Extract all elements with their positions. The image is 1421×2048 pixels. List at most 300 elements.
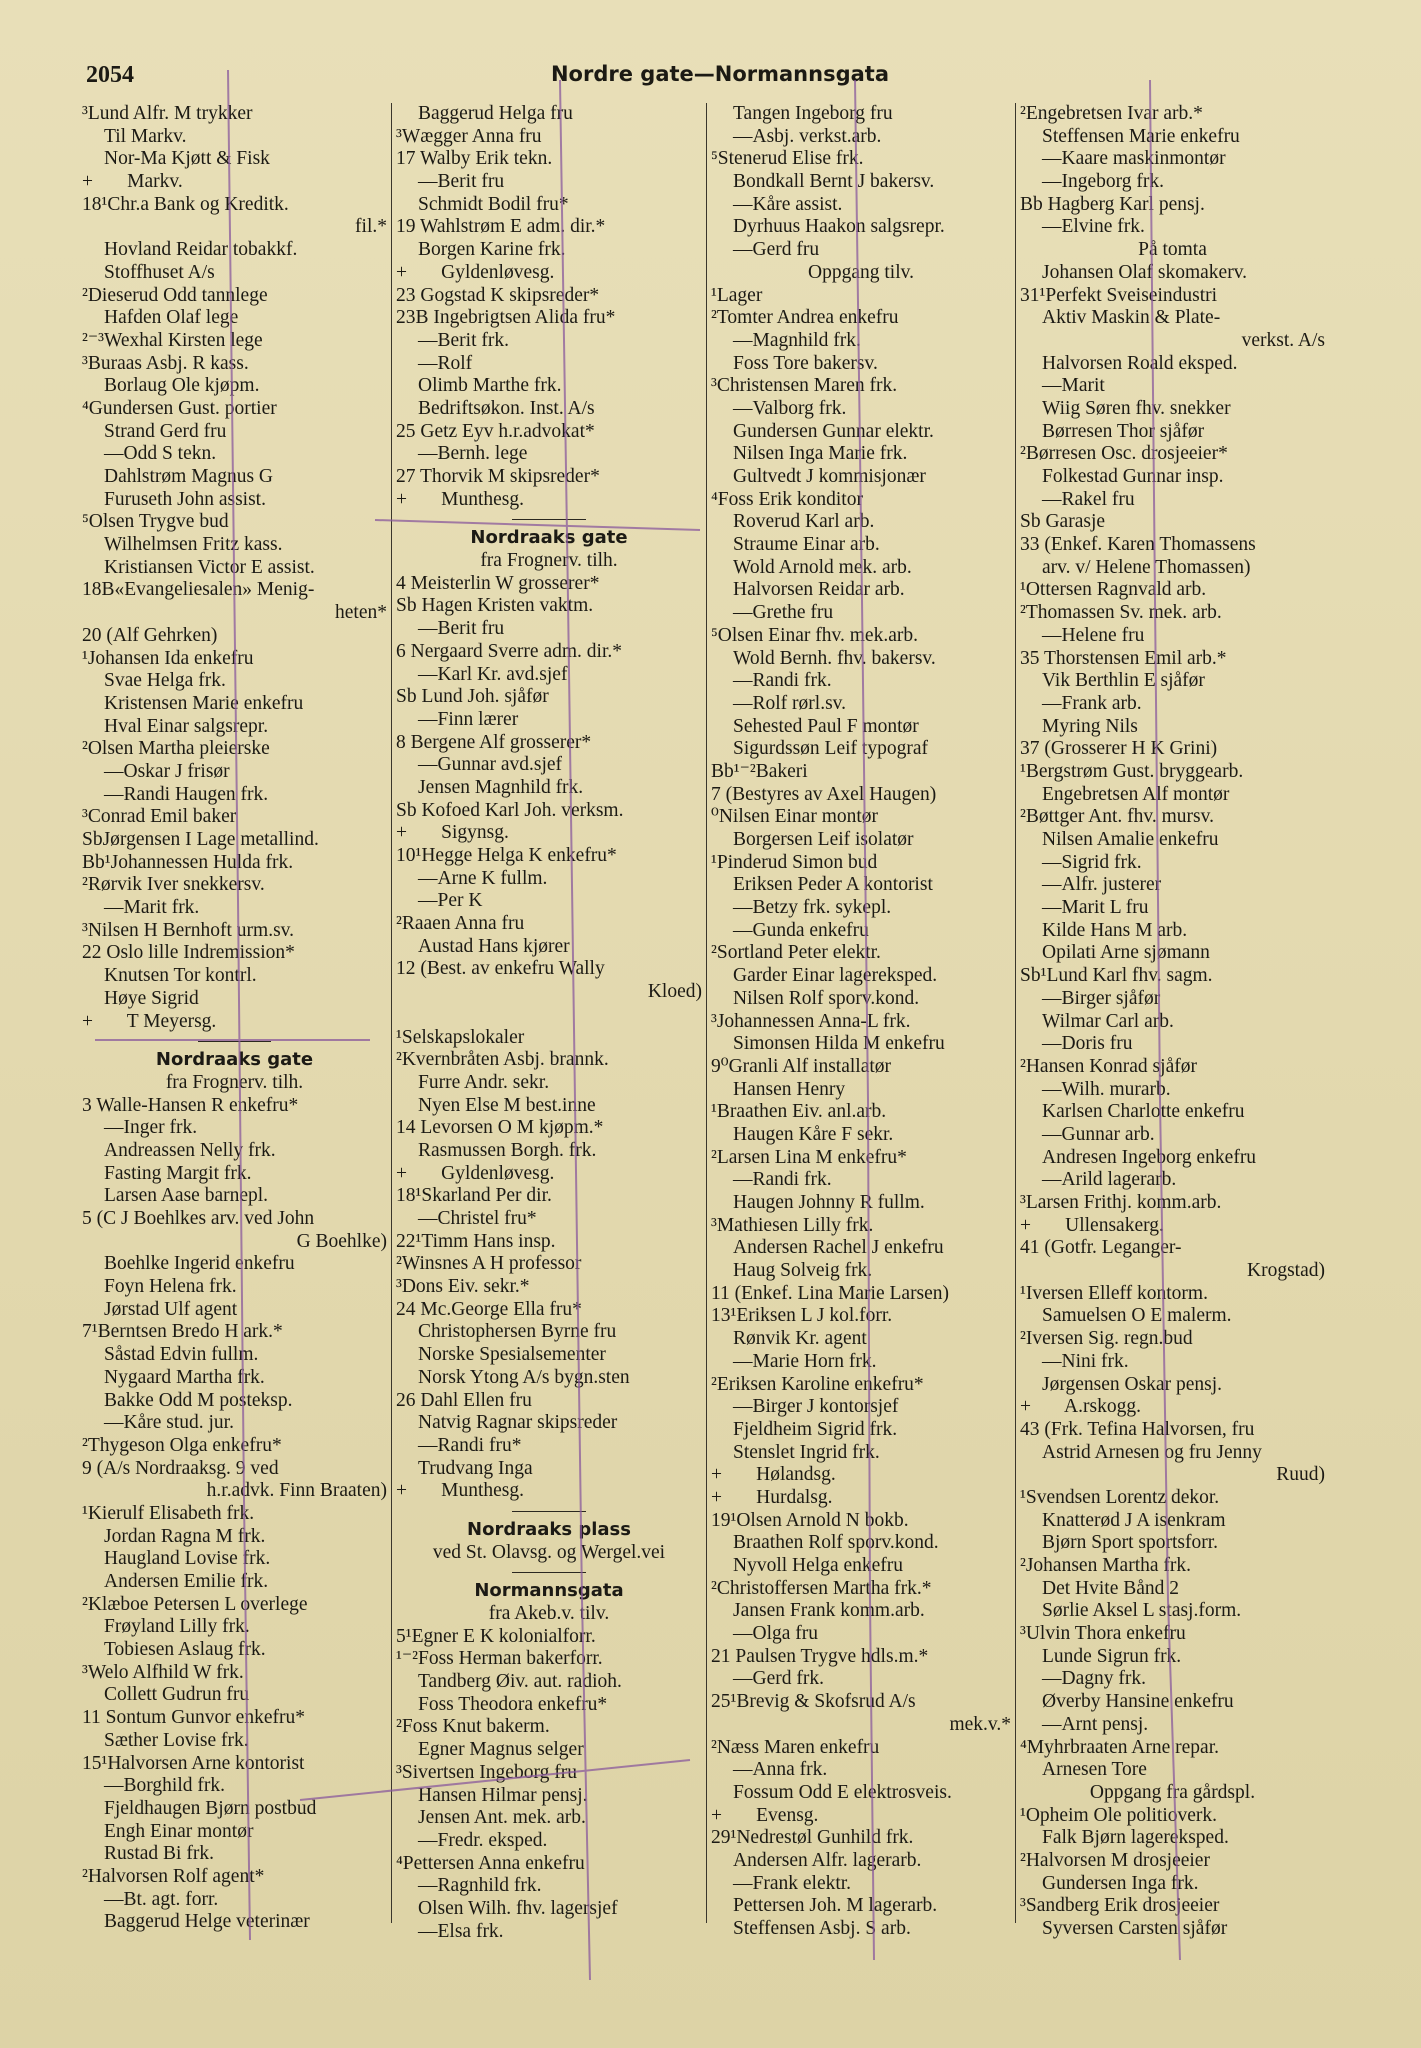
directory-entry: —Grethe fru — [733, 602, 834, 624]
directory-entry: Jordan Ragna M frk. — [104, 1525, 266, 1547]
directory-entry: ³Wægger Anna fru — [396, 125, 542, 147]
directory-entry: —Marit frk. — [104, 897, 200, 919]
directory-entry: —Odd S tekn. — [104, 443, 217, 465]
directory-entry: —Ingeborg frk. — [1042, 171, 1165, 193]
directory-entry: 19¹Olsen Arnold N bokb. — [711, 1509, 909, 1531]
directory-entry: Falk Bjørn lagereksped. — [1042, 1827, 1229, 1849]
directory-entry: Nyvoll Helga enkefru — [733, 1555, 904, 1576]
directory-entry: ¹Lager — [711, 284, 763, 306]
directory-entry: Gundersen Inga frk. — [1042, 1872, 1199, 1894]
directory-entry: Nor-Ma Kjøtt & Fisk — [104, 148, 270, 170]
directory-entry: Natvig Ragnar skipsreder — [418, 1412, 618, 1434]
directory-entry: Jensen Magnhild frk. — [418, 776, 584, 798]
directory-entry: ²Thygeson Olga enkefru* — [82, 1434, 282, 1456]
directory-entry: —Marit — [1042, 375, 1105, 397]
section-divider — [396, 511, 702, 527]
directory-entry: ³Larsen Frithj. komm.arb. — [1020, 1192, 1222, 1213]
directory-entry: Hovland Reidar tobakkf. — [104, 239, 298, 261]
directory-entry: Wilhelmsen Fritz kass. — [104, 534, 283, 556]
directory-entry: Bedriftsøkon. Inst. A/s — [418, 397, 595, 419]
directory-entry: Sb Garasje — [1020, 511, 1106, 533]
directory-entry: Norske Spesialsementer — [418, 1344, 606, 1366]
directory-entry: —Frank arb. — [1042, 692, 1142, 714]
directory-entry: Vik Berthlin E sjåfør — [1042, 670, 1205, 692]
directory-entry: —Birger sjåfør — [1042, 987, 1161, 1009]
directory-entry — [396, 1004, 702, 1027]
directory-entry: ¹Opheim Ole politioverk. — [1020, 1804, 1218, 1826]
directory-entry: Lunde Sigrun frk. — [1042, 1645, 1182, 1667]
page-title: Nordre gate—Normannsgata — [550, 62, 889, 86]
cross-street: + Gyldenløvesg. — [396, 261, 555, 283]
entry-continuation: Krogstad) — [1247, 1260, 1325, 1282]
directory-entry: —Berit frk. — [418, 329, 509, 351]
directory-entry: ²Næss Maren enkefru — [711, 1736, 880, 1758]
page-number: 2054 — [86, 62, 134, 88]
direction-line: fra Frognerv. tilh. — [480, 550, 618, 572]
directory-entry: ⁴Gundersen Gust. portier — [82, 397, 277, 419]
directory-entry: ²Kvernbråten Asbj. brannk. — [396, 1049, 609, 1071]
directory-entry: Jørstad Ulf agent — [104, 1298, 238, 1320]
directory-entry: ³Mathiesen Lilly frk. — [711, 1214, 874, 1236]
directory-entry: 10¹Hegge Helga K enkefru* — [396, 845, 617, 866]
directory-entry: —Randi frk. — [733, 670, 832, 692]
directory-entry: Haug Solveig frk. — [733, 1260, 873, 1282]
directory-entry: 13¹Eriksen L J kol.forr. — [711, 1305, 893, 1327]
directory-entry: ²Sortland Peter elektr. — [711, 942, 881, 964]
directory-entry: 37 (Grosserer H K Grini) — [1020, 738, 1218, 760]
directory-entry: Borgersen Leif isolatør — [733, 829, 914, 850]
directory-entry: —Rakel fru — [1042, 488, 1135, 510]
directory-entry: 6 Nergaard Sverre adm. dir.* — [396, 640, 622, 662]
directory-entry: Sb Lund Joh. sjåfør — [396, 686, 549, 708]
directory-entry: Karlsen Charlotte enkefru — [1042, 1101, 1245, 1123]
directory-entry: 4 Meisterlin W grosserer* — [396, 572, 600, 594]
cross-street: + Ullensakerg. — [1020, 1214, 1164, 1236]
directory-entry: 8 Bergene Alf grosserer* — [396, 731, 592, 753]
directory-entry: Foss Theodora enkefru* — [418, 1693, 608, 1715]
directory-entry: Fasting Margit frk. — [104, 1162, 252, 1184]
directory-entry: Olimb Marthe frk. — [418, 375, 562, 397]
directory-entry: —Arnt pensj. — [1042, 1713, 1149, 1735]
directory-entry: —Kåre stud. jur. — [104, 1412, 234, 1434]
directory-entry: SbJørgensen I Lage metallind. — [82, 829, 319, 850]
directory-entry: Nyen Else M best.inne — [418, 1094, 596, 1116]
directory-entry: Knatterød J A isenkram — [1042, 1509, 1226, 1531]
directory-entry: —Betzy frk. sykepl. — [733, 897, 892, 919]
directory-entry: ²Klæboe Petersen L overlege — [82, 1593, 308, 1615]
directory-entry: ²Thomassen Sv. mek. arb. — [1020, 602, 1222, 624]
directory-entry: —Gerd fru — [733, 239, 820, 261]
directory-entry: ³Buraas Asbj. R kass. — [82, 352, 249, 374]
directory-entry: ²Foss Knut bakerm. — [396, 1716, 550, 1738]
directory-entry: 9 (A/s Nordraaksg. 9 ved — [82, 1457, 279, 1479]
directory-entry: —Ragnhild frk. — [418, 1875, 542, 1897]
directory-entry: ²Bøttger Ant. fhv. mursv. — [1020, 806, 1214, 828]
directory-entry: ⁴Foss Erik konditor — [711, 488, 863, 510]
column-divider — [391, 103, 392, 1923]
cross-street: + Evensg. — [711, 1804, 819, 1826]
directory-entry: 5 (C J Boehlkes arv. ved John — [82, 1208, 315, 1229]
directory-entry: Nilsen Inga Marie frk. — [733, 443, 908, 465]
directory-entry: Sehested Paul F montør — [733, 715, 919, 737]
directory-entry: 14 Levorsen O M kjøpm.* — [396, 1117, 604, 1139]
directory-entry: 3 Walle-Hansen R enkefru* — [82, 1094, 299, 1116]
directory-entry: —Anna frk. — [733, 1759, 828, 1781]
directory-entry: ²Raaen Anna fru — [396, 913, 525, 935]
directory-entry: —Rolf — [418, 352, 473, 374]
directory-entry: Wiig Søren fhv. snekker — [1042, 397, 1231, 419]
directory-entry: —Birger J kontorsjef — [733, 1396, 899, 1418]
directory-entry: ²Børresen Osc. drosjeeier* — [1020, 443, 1228, 465]
directory-entry: —Bt. agt. forr. — [104, 1888, 219, 1910]
directory-entry: —Randi fru* — [418, 1434, 522, 1456]
directory-entry: 25¹Brevig & Skofsrud A/s — [711, 1691, 916, 1713]
street-heading: Nordraaks gate — [470, 527, 628, 549]
directory-entry: Bb¹Johannessen Hulda frk. — [82, 851, 294, 873]
directory-entry: 33 (Enkef. Karen Thomassens — [1020, 534, 1256, 556]
directory-entry: Myring Nils — [1042, 715, 1138, 737]
entry-continuation: Kloed) — [647, 981, 702, 1003]
directory-entry: 21 Paulsen Trygve hdls.m.* — [711, 1645, 929, 1667]
entry-continuation: heten* — [335, 602, 387, 624]
directory-entry: Collett Gudrun fru — [104, 1684, 250, 1706]
entry-continuation: verkst. A/s — [1241, 329, 1325, 351]
directory-entry: Wilmar Carl arb. — [1042, 1010, 1174, 1032]
cross-street: + T Meyersg. — [82, 1010, 217, 1032]
directory-entry: —Rolf rørl.sv. — [733, 692, 847, 714]
directory-entry: Tandberg Øiv. aut. radioh. — [418, 1671, 622, 1693]
directory-entry: Andersen Alfr. lagerarb. — [733, 1849, 922, 1871]
directory-entry: Kilde Hans M arb. — [1042, 919, 1188, 941]
directory-entry: ³Welo Alfhild W frk. — [82, 1661, 244, 1683]
directory-entry: Sb¹Lund Karl fhv. sagm. — [1020, 965, 1213, 987]
directory-entry: 25 Getz Eyv h.r.advokat* — [396, 420, 595, 442]
directory-entry: Hafden Olaf lege — [104, 307, 239, 329]
directory-entry: Olsen Wilh. fhv. lagersjef — [418, 1897, 618, 1919]
directory-entry: Fjeldheim Sigrid frk. — [733, 1418, 898, 1440]
directory-entry: Såstad Edvin fullm. — [104, 1344, 259, 1366]
directory-entry: —Wilh. murarb. — [1042, 1078, 1171, 1100]
directory-entry: Sigurdssøn Leif typograf — [733, 738, 928, 760]
directory-entry: Frøyland Lilly frk. — [104, 1616, 250, 1638]
directory-entry: Bb Hagberg Karl pensj. — [1020, 193, 1205, 215]
directory-entry: 9⁰Granli Alf installatør — [711, 1055, 892, 1077]
directory-entry: —Berit fru — [418, 618, 505, 640]
directory-entry: ³Ulvin Thora enkefru — [1020, 1623, 1186, 1645]
directory-entry: ¹Braathen Eiv. anl.arb. — [711, 1101, 887, 1123]
directory-entry: Øverby Hansine enkefru — [1042, 1691, 1234, 1713]
directory-entry: ⁵Stenerud Elise frk. — [711, 148, 864, 170]
directory-entry: ²Johansen Martha frk. — [1020, 1555, 1192, 1576]
directory-entry: ¹Selskapslokaler — [396, 1026, 525, 1048]
directory-entry: Roverud Karl arb. — [733, 511, 875, 533]
directory-entry: Borlaug Ole kjøpm. — [104, 375, 260, 397]
directory-entry: Nygaard Martha frk. — [104, 1366, 265, 1388]
directory-entry: Engebretsen Alf montør — [1042, 783, 1230, 805]
directory-entry: 5¹Egner E K kolonialforr. — [396, 1625, 596, 1647]
direction-line: På tomta — [1138, 239, 1207, 261]
directory-entry: Strand Gerd fru — [104, 420, 227, 442]
directory-entry: Furuseth John assist. — [104, 488, 266, 510]
directory-entry: Nilsen Amalie enkefru — [1042, 829, 1219, 850]
directory-entry: ²Iversen Sig. regn.bud — [1020, 1328, 1193, 1350]
directory-entry: ²Rørvik Iver snekkersv. — [82, 874, 265, 896]
column-divider — [1015, 103, 1016, 1923]
directory-entry: Bakke Odd M posteksp. — [104, 1389, 293, 1411]
directory-entry: ³Johannessen Anna-L frk. — [711, 1010, 911, 1032]
cross-street: + A.rskogg. — [1020, 1396, 1141, 1418]
directory-entry: —Marie Horn frk. — [733, 1350, 877, 1372]
directory-entry: Baggerud Helge veterinær — [104, 1911, 310, 1933]
directory-entry: Christophersen Byrne fru — [418, 1321, 617, 1343]
directory-entry: Steffensen Marie enkefru — [1042, 125, 1240, 147]
directory-entry: Johansen Olaf skomakerv. — [1042, 261, 1248, 283]
directory-entry: —Arne K fullm. — [418, 867, 548, 889]
directory-entry: Larsen Aase barnepl. — [104, 1185, 269, 1207]
directory-entry: Til Markv. — [104, 125, 187, 147]
directory-entry: 41 (Gotfr. Leganger- — [1020, 1237, 1182, 1259]
directory-entry: 7 (Bestyres av Axel Haugen) — [711, 783, 937, 805]
directory-entry: Samuelsen O E malerm. — [1042, 1305, 1232, 1327]
directory-entry: ³Nilsen H Bernhoft urm.sv. — [82, 919, 295, 941]
direction-line: fra Frognerv. tilh. — [165, 1071, 304, 1093]
directory-entry: Aktiv Maskin & Plate- — [1042, 307, 1221, 329]
directory-entry: Andersen Emilie frk. — [104, 1571, 269, 1592]
directory-entry: Borgen Karine frk. — [418, 239, 566, 261]
directory-entry: 11 (Enkef. Lina Marie Larsen) — [711, 1282, 950, 1304]
directory-entry: ³Sivertsen Ingeborg fru — [396, 1761, 577, 1783]
directory-entry: Egner Magnus selger — [418, 1739, 584, 1761]
directory-entry: Sb Hagen Kristen vaktm. — [396, 595, 594, 617]
directory-entry: ²Christoffersen Martha frk.* — [711, 1577, 932, 1599]
directory-entry: —Olga fru — [733, 1623, 819, 1645]
directory-entry: —Fredr. eksped. — [418, 1829, 548, 1851]
directory-entry: Bb¹⁻²Bakeri — [711, 760, 808, 782]
directory-entry: Trudvang Inga — [418, 1457, 533, 1479]
directory-entry: Svae Helga frk. — [104, 670, 226, 692]
directory-entry: ¹Svendsen Lorentz dekor. — [1020, 1486, 1220, 1508]
cross-street: + Gyldenløvesg. — [396, 1162, 555, 1184]
direction-line: fra Akeb.v. tilv. — [488, 1603, 610, 1624]
directory-entry: ³Christensen Maren frk. — [711, 375, 898, 397]
direction-line: Oppgang tilv. — [808, 261, 914, 283]
directory-entry: ²Olsen Martha pleierske — [82, 738, 270, 760]
directory-entry: ²Halvorsen M drosjeeier — [1020, 1849, 1210, 1871]
directory-entry: 24 Mc.George Ella fru* — [396, 1298, 582, 1320]
directory-entry: —Finn lærer — [418, 708, 519, 730]
directory-entry: Stoffhuset A/s — [104, 261, 215, 283]
cross-street: + Hurdalsg. — [711, 1486, 833, 1508]
directory-entry: —Elvine frk. — [1042, 216, 1145, 238]
directory-entry: Haugen Johnny R fullm. — [733, 1192, 925, 1213]
directory-entry: Folkestad Gunnar insp. — [1042, 466, 1224, 487]
street-heading: Nordraaks plass — [467, 1518, 631, 1540]
directory-entry: —Arild lagerarb. — [1042, 1169, 1177, 1191]
directory-entry: 18¹Chr.a Bank og Kreditk. — [82, 193, 289, 215]
directory-entry: —Gunda enkefru — [733, 919, 869, 941]
street-heading: Normannsgata — [474, 1580, 624, 1602]
directory-entry: 22 Oslo lille Indremission* — [82, 942, 295, 964]
directory-entry: Wold Arnold mek. arb. — [733, 556, 912, 578]
directory-entry: 17 Walby Erik tekn. — [396, 148, 553, 170]
directory-entry: ²Hansen Konrad sjåfør — [1020, 1055, 1197, 1077]
directory-entry: ⁰Nilsen Einar montør — [711, 806, 879, 828]
directory-entry: —Helene fru — [1042, 624, 1145, 646]
column-3 — [711, 103, 1011, 1941]
street-heading: Nordraaks gate — [155, 1049, 314, 1071]
directory-entry: Stenslet Ingrid frk. — [733, 1441, 880, 1463]
directory-entry: 20 (Alf Gehrken) — [82, 624, 218, 646]
directory-entry: —Kaare maskinmontør — [1042, 148, 1226, 170]
directory-entry: 22¹Timm Hans insp. — [396, 1230, 556, 1252]
directory-entry: 43 (Frk. Tefina Halvorsen, fru — [1020, 1418, 1255, 1440]
directory-entry: Eriksen Peder A kontorist — [733, 874, 933, 896]
directory-entry: Norsk Ytong A/s bygn.sten — [418, 1366, 630, 1388]
column-2 — [396, 103, 702, 1943]
directory-entry: Rasmussen Borgh. frk. — [418, 1139, 597, 1161]
directory-entry: Kristensen Marie enkefru — [104, 692, 304, 714]
directory-entry: 29¹Nedrestøl Gunhild frk. — [711, 1827, 914, 1849]
entry-continuation: G Boehlke) — [296, 1230, 387, 1252]
directory-entry: 18B«Evangeliesalen» Menig- — [82, 579, 315, 601]
directory-entry: 26 Dahl Ellen fru — [396, 1389, 532, 1411]
directory-entry: Dahlstrøm Magnus G — [104, 466, 273, 487]
section-divider — [82, 1033, 387, 1049]
directory-entry: Hansen Hilmar pensj. — [418, 1784, 588, 1806]
directory-entry: 27 Thorvik M skipsreder* — [396, 466, 600, 487]
directory-entry: Rustad Bi frk. — [104, 1843, 214, 1865]
directory-entry: —Per K — [418, 890, 483, 912]
directory-entry: 12 (Best. av enkefru Wally — [396, 958, 605, 980]
section-divider — [396, 1564, 702, 1580]
directory-entry: Nilsen Rolf sporv.kond. — [733, 987, 920, 1009]
directory-entry: Sb Kofoed Karl Joh. verksm. — [396, 799, 624, 821]
directory-entry: Fossum Odd E elektrosveis. — [733, 1781, 952, 1803]
directory-entry: 23B Ingebrigtsen Alida fru* — [396, 307, 616, 329]
directory-entry: Hansen Henry — [733, 1078, 846, 1100]
directory-entry: ¹Iversen Elleff kontorm. — [1020, 1282, 1208, 1304]
directory-entry: ²Halvorsen Rolf agent* — [82, 1865, 265, 1887]
directory-entry: Garder Einar lagereksped. — [733, 965, 938, 987]
directory-entry: Austad Hans kjører — [418, 935, 570, 957]
directory-entry: —Sigrid frk. — [1042, 851, 1142, 873]
directory-entry: Rønvik Kr. agent — [733, 1328, 867, 1350]
entry-continuation: Ruud) — [1276, 1464, 1325, 1486]
directory-entry: Boehlke Ingerid enkefru — [104, 1253, 295, 1275]
directory-entry: Børresen Thor sjåfør — [1042, 420, 1205, 442]
directory-entry: Sæther Lovise frk. — [104, 1729, 249, 1751]
directory-entry: Det Hvite Bånd 2 — [1042, 1577, 1180, 1599]
directory-entry: Foss Tore bakersv. — [733, 352, 878, 374]
directory-entry: —Dagny frk. — [1042, 1668, 1146, 1690]
directory-entry: ¹Johansen Ida enkefru — [82, 647, 254, 669]
column-divider — [706, 103, 707, 1923]
directory-entry: ¹Bergstrøm Gust. bryggearb. — [1020, 760, 1244, 782]
directory-entry: ²⁻³Wexhal Kirsten lege — [82, 329, 263, 351]
cross-street: + Markv. — [82, 171, 183, 193]
directory-entry: —Borghild frk. — [104, 1775, 225, 1797]
directory-entry: 31¹Perfekt Sveiseindustri — [1020, 284, 1218, 306]
column-1 — [82, 103, 387, 1934]
directory-entry: Schmidt Bodil fru* — [418, 193, 569, 215]
directory-entry: Fjeldhaugen Bjørn postbud — [104, 1797, 317, 1819]
directory-entry: Wold Bernh. fhv. bakersv. — [733, 647, 936, 669]
directory-entry: Jørgensen Oskar pensj. — [1042, 1373, 1222, 1395]
directory-entry: ¹Kierulf Elisabeth frk. — [82, 1502, 255, 1524]
directory-entry: —Nini frk. — [1042, 1350, 1129, 1372]
directory-entry: 18¹Skarland Per dir. — [396, 1185, 552, 1207]
directory-entry: Halvorsen Roald eksped. — [1042, 352, 1238, 374]
cross-street: + Hølandsg. — [711, 1464, 836, 1486]
directory-entry: Simonsen Hilda M enkefru — [733, 1033, 945, 1055]
directory-entry: ²Winsnes A H professor — [396, 1253, 582, 1275]
directory-entry: Tangen Ingeborg fru — [733, 103, 893, 124]
directory-entry: —Marit L fru — [1042, 897, 1149, 919]
directory-entry: Tobiesen Aslaug frk. — [104, 1639, 266, 1661]
directory-entry: ³Dons Eiv. sekr.* — [396, 1276, 530, 1298]
directory-entry: Jansen Frank komm.arb. — [733, 1600, 925, 1622]
directory-entry: ¹Ottersen Ragnvald arb. — [1020, 579, 1207, 601]
directory-entry: —Valborg frk. — [733, 397, 847, 419]
directory-entry: ³Conrad Emil baker — [82, 806, 237, 828]
directory-entry: 7¹Berntsen Bredo H ark.* — [82, 1321, 283, 1343]
directory-entry: ²Engebretsen Ivar arb.* — [1020, 103, 1203, 124]
directory-entry: Braathen Rolf sporv.kond. — [733, 1532, 939, 1554]
directory-entry: —Frank elektr. — [733, 1872, 852, 1894]
column-4 — [1020, 103, 1325, 1941]
directory-entry: —Alfr. justerer — [1042, 874, 1162, 896]
cross-street: + Sigynsg. — [396, 822, 509, 844]
directory-entry: ¹Pinderud Simon bud — [711, 851, 878, 873]
directory-entry: Astrid Arnesen og fru Jenny — [1042, 1441, 1262, 1463]
directory-entry: —Oskar J frisør — [104, 760, 230, 782]
directory-entry: ²Larsen Lina M enkefru* — [711, 1146, 907, 1168]
directory-entry: Høye Sigrid — [104, 987, 199, 1009]
directory-entry: ⁴Myhrbraaten Arne repar. — [1020, 1736, 1220, 1758]
directory-entry: —Randi Haugen frk. — [104, 783, 269, 805]
directory-entry: 15¹Halvorsen Arne kontorist — [82, 1752, 305, 1774]
directory-entry: Straume Einar arb. — [733, 534, 880, 556]
directory-entry: —Karl Kr. avd.sjef — [418, 663, 568, 685]
directory-entry: Foyn Helena frk. — [104, 1276, 237, 1298]
directory-entry: ²Dieserud Odd tannlege — [82, 284, 268, 306]
directory-entry: Knutsen Tor kontrl. — [104, 965, 257, 987]
directory-entry: —Magnhild frk. — [733, 329, 861, 351]
entry-continuation: fil.* — [355, 216, 387, 238]
directory-entry: Furre Andr. sekr. — [418, 1071, 550, 1093]
directory-entry: Halvorsen Reidar arb. — [733, 579, 905, 601]
entry-continuation: mek.v.* — [949, 1713, 1011, 1735]
directory-entry: 19 Wahlstrøm E adm. dir.* — [396, 216, 606, 238]
directory-entry: —Elsa frk. — [418, 1920, 504, 1942]
directory-entry: Steffensen Asbj. S arb. — [733, 1918, 911, 1939]
directory-entry: Opilati Arne sjømann — [1042, 942, 1210, 964]
directory-entry: ⁵Olsen Einar fhv. mek.arb. — [711, 624, 918, 646]
directory-entry: Andersen Rachel J enkefru — [733, 1237, 944, 1259]
directory-entry: ³Lund Alfr. M trykker — [82, 103, 253, 124]
directory-entry: —Berit fru — [418, 171, 505, 193]
directory-entry: —Gerd frk. — [733, 1668, 824, 1690]
directory-entry: —Bernh. lege — [418, 443, 528, 465]
directory-entry: arv. v/ Helene Thomassen) — [1042, 556, 1251, 578]
directory-entry: Kristiansen Victor E assist. — [104, 556, 315, 578]
directory-entry: Sørlie Aksel L stasj.form. — [1042, 1600, 1242, 1622]
directory-entry: —Gunnar arb. — [1042, 1123, 1155, 1145]
directory-entry: —Asbj. verkst.arb. — [733, 125, 882, 147]
directory-entry: Bjørn Sport sportsforr. — [1042, 1532, 1219, 1554]
directory-entry: Engh Einar montør — [104, 1820, 254, 1842]
directory-entry: Baggerud Helga fru — [418, 103, 573, 124]
